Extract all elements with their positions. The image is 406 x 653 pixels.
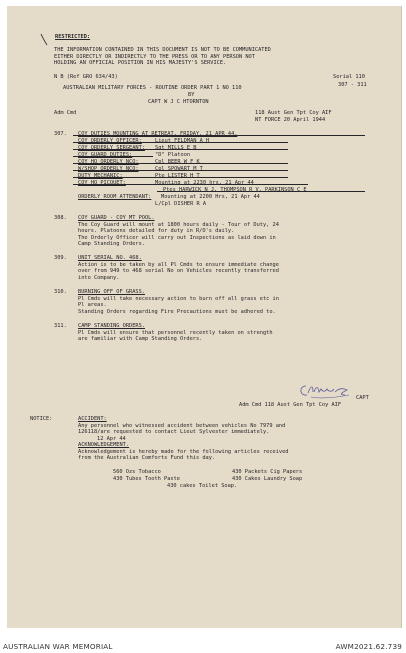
item-309-number: 309. xyxy=(54,255,67,261)
footer-institution: AUSTRALIAN WAR MEMORIAL xyxy=(3,642,113,651)
comfort-item: 430 Packets Cig Papers xyxy=(232,469,303,475)
acknowledgement-heading: ACKNOWLEDGEMENT. xyxy=(78,442,130,448)
duty-value: Sgt MILLS E B xyxy=(155,145,197,151)
comfort-item: 560 Ozs Tobacco xyxy=(113,469,161,475)
comfort-item: 430 cakes Toilet Soap. xyxy=(167,483,238,489)
strike-line xyxy=(73,170,288,171)
duty-label: COY GUARD DUTIES: xyxy=(78,152,133,158)
item-311-line: are familiar with Camp Standing Orders. xyxy=(78,336,203,342)
strike-line xyxy=(73,156,153,157)
unit-right: 118 Aust Gen Tpt Coy AIF xyxy=(255,110,332,116)
duty-value: Mounting at 2230 hrs, 21 Apr 44 xyxy=(155,180,254,186)
warning-line-2: EITHER DIRECTLY OR INDIRECTLY TO THE PRESS OR TO ANY PERSON NOT xyxy=(54,53,255,60)
acknowledgement-line: from the Australian Comforts Fund this day. xyxy=(78,455,216,461)
pencil-mark-icon xyxy=(38,32,52,48)
accident-line: 126118/are requested to contact Lieut Sylvester immediately. xyxy=(78,429,270,435)
orderly-room-label: ORDERLY ROOM ATTENDANT: xyxy=(78,194,152,200)
duty-value: Lieut FELDMAN A H xyxy=(155,138,210,144)
item-309-line: Action is to be taken by all Pl Cmds to ensure immediate change xyxy=(78,261,279,268)
acknowledgement-line: Acknowledgement is hereby made for the following articles received xyxy=(78,448,289,455)
item-309-line: into Company. xyxy=(78,274,120,281)
comfort-item: 430 Cakes Laundry Soap xyxy=(232,476,303,482)
accident-heading: ACCIDENT: xyxy=(78,416,107,422)
item-311-heading: CAMP STANDING ORDERS. xyxy=(78,323,145,329)
strike-line xyxy=(73,177,288,178)
duty-label: COY HQ ORDERLY NCO: xyxy=(78,159,139,165)
duty-label: COY HQ PICQUET: xyxy=(78,180,126,186)
item-311-line: Pl Cmds will ensure that personnel recently taken on strength xyxy=(78,329,273,336)
duty-value: "D" Platoon xyxy=(155,152,191,158)
signature-rank: CAPT xyxy=(356,395,369,401)
duty-value: Cpl BEER W F K xyxy=(155,159,200,165)
item-309-heading: UNIT SERIAL NO. 468. xyxy=(78,255,142,261)
item-310-line: Pl areas. xyxy=(78,302,107,308)
archive-footer xyxy=(0,632,406,653)
accident-line: Any personnel who witnessed accident between vehicles No 7979 and xyxy=(78,422,286,429)
item-307-number: 307. xyxy=(54,131,67,137)
reference: N B (Ref GRO 634/43) xyxy=(54,74,118,80)
notice-label: NOTICE: xyxy=(30,416,53,422)
duty-label: W/SHOP ORDERLY NCO: xyxy=(78,166,139,172)
warning-line-3: HOLDING AN OFFICIAL POSITION IN HIS MAJESTY'S SERVICE. xyxy=(54,60,227,66)
footer-catalogue-id: AWM2021.62.739 xyxy=(335,642,402,651)
item-309-line: over from 949 to 468 serial No on Vehicles recently transferred xyxy=(78,268,279,274)
item-308-line: hours. Platoons detailed for duty in R/O's daily. xyxy=(78,228,235,234)
duty-value: Cpl SPOWART M T xyxy=(155,166,203,172)
strike-line xyxy=(73,142,288,143)
strike-line xyxy=(73,163,288,164)
signature-unit: Adm Cmd 118 Aust Gen Tpt Coy AIF xyxy=(239,402,342,408)
unit-left: Adm Cmd xyxy=(54,110,77,116)
picquet-names: Ptes HARWICK N J, THOMPSON R V, PARKINSON C E xyxy=(163,187,307,193)
duty-label: COY ORDERLY SERGEANT: xyxy=(78,145,145,151)
item-311-number: 311. xyxy=(54,323,67,329)
warning-line-1: THE INFORMATION CONTAINED IN THIS DOCUMENT IS NOT TO BE COMMUNICATED xyxy=(54,47,271,53)
item-307-heading: COY DUTIES MOUNTING AT RETREAT, FRIDAY, 21 APR 44. xyxy=(78,131,238,137)
item-310-heading: BURNING OFF OF GRASS. xyxy=(78,289,145,295)
item-310-line: Pl Cmds will take necessary action to burn off all grass etc in xyxy=(78,295,279,302)
strike-line xyxy=(73,135,365,136)
orderly-room-value: Mounting at 2200 Hrs, 21 Apr 44 xyxy=(161,194,260,200)
strike-line xyxy=(157,191,365,192)
item-308-line: The Orderly Officer will carry out Inspections as laid down in xyxy=(78,234,276,241)
item-308-heading: COY GUARD - COY MT POOL. xyxy=(78,215,155,221)
order-title: AUSTRALIAN MILITARY FORCES - ROUTINE ORDER PART 1 NO 110 xyxy=(63,85,242,91)
item-308-number: 308. xyxy=(54,215,67,221)
strike-line xyxy=(73,149,288,150)
comfort-item: 430 Tubes Tooth Paste xyxy=(113,476,180,482)
accident-date: 12 Apr 44 xyxy=(97,435,126,442)
item-308-line: The Coy Guard will mount at 1800 hours daily - Tour of Duty, 24 xyxy=(78,221,279,228)
document-page xyxy=(7,6,402,628)
by-label: BY xyxy=(188,92,195,98)
serial-label: Serial 110 xyxy=(333,74,365,80)
item-308-line: Camp Standing Orders. xyxy=(78,241,145,247)
serial-range: 307 - 311 xyxy=(338,82,367,88)
strike-line xyxy=(73,184,308,185)
duty-label: COY ORDERLY OFFICER: xyxy=(78,138,142,144)
handwritten-signature xyxy=(297,380,353,402)
order-date: NT FORCE 20 April 1944 xyxy=(255,117,326,123)
duty-value: Pte LISTER H T xyxy=(155,173,200,179)
duty-label: DUTY MECHANIC: xyxy=(78,173,123,179)
item-310-number: 310. xyxy=(54,289,67,295)
restricted-label: RESTRICTED: xyxy=(55,34,91,40)
orderly-room-name: L/Cpl DISHER R A xyxy=(155,201,207,207)
item-310-line: Standing Orders regarding Fire Precautions must be adhered to. xyxy=(78,308,276,315)
officer-name: CAPT W J C HTORNTON xyxy=(148,99,209,105)
